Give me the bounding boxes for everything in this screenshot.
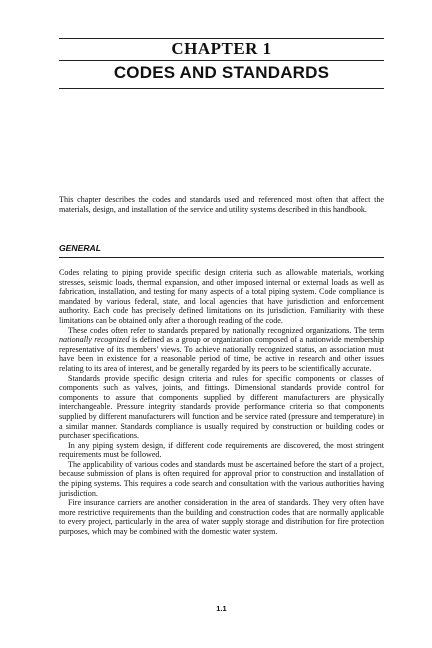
section-body: [59, 268, 384, 537]
paragraph: The applicability of various codes and standards must be ascertained before the start of a project, because submission of plans is often required for approval prior to construction and installation of the piping systems. This requires a code search and consultation with the various authorities having jurisdiction.: [59, 459, 384, 498]
emphasized-term: nationally recognized: [59, 335, 130, 345]
paragraph: Codes relating to piping provide specific design criteria such as allowable materials, working stresses, seismic loads, thermal expansion, and other imposed internal or external loads as well as fabrication, installation, and testing for many aspects of a total piping system. Code compliance is mandated by various federal, state, and local agencies that have jurisdiction and enforcement authority. Each code has precisely defined limitations on its jurisdiction. Familiarity with these limitations can be obtained only after a thorough reading of the code.: [59, 268, 384, 325]
section-heading-rule: [59, 257, 384, 258]
paragraph: Standards provide specific design criteria and rules for specific components or classes of components such as valves, joints, and fittings. Dimensional standards provide control for components to assure that components supplied by different manufacturers are physically interchangeable. Pressure integrity standards provide performance criteria so that components supplied by different manufacturers will function and be service rated (pressure and temperature) in a similar manner. Standards compliance is usually required by construction or building codes or purchaser specifications.: [59, 373, 384, 441]
intro-paragraph: This chapter describes the codes and standards used and referenced most often that affect the materials, design, and installation of the service and utility systems described in this handbook.: [59, 195, 384, 214]
paragraph: Fire insurance carriers are another consideration in the area of standards. They very often have more restrictive requirements than the building and construction codes that are normally applicable to every project, particularly in the area of water supply storage and distribution for fire protection purposes, which may be combined with the domestic water system.: [59, 498, 384, 537]
paragraph: [59, 326, 384, 374]
page-number: 1.1: [216, 604, 227, 613]
paragraph-text: These codes often refer to standards prepared by nationally recognized organizations. The term: [68, 325, 384, 335]
paragraph: In any piping system design, if different code requirements are discovered, the most stringent requirements must be followed.: [59, 440, 384, 460]
chapter-title: CODES AND STANDARDS: [113, 63, 330, 82]
section-heading: GENERAL: [59, 243, 102, 253]
paragraph-text: is defined as a group or organization composed of a nationwide membership representative of its members' views. To achieve nationally recognized status, an association must have been in existence for a reasonable period of time, be active in research and other issues relating to its area of interest, and be generally regarded by its peers to be scientifically accurate.: [59, 335, 385, 373]
chapter-title-top-rule: [59, 60, 384, 61]
chapter-number: CHAPTER 1: [171, 39, 272, 58]
chapter-title-bottom-rule: [59, 88, 384, 89]
